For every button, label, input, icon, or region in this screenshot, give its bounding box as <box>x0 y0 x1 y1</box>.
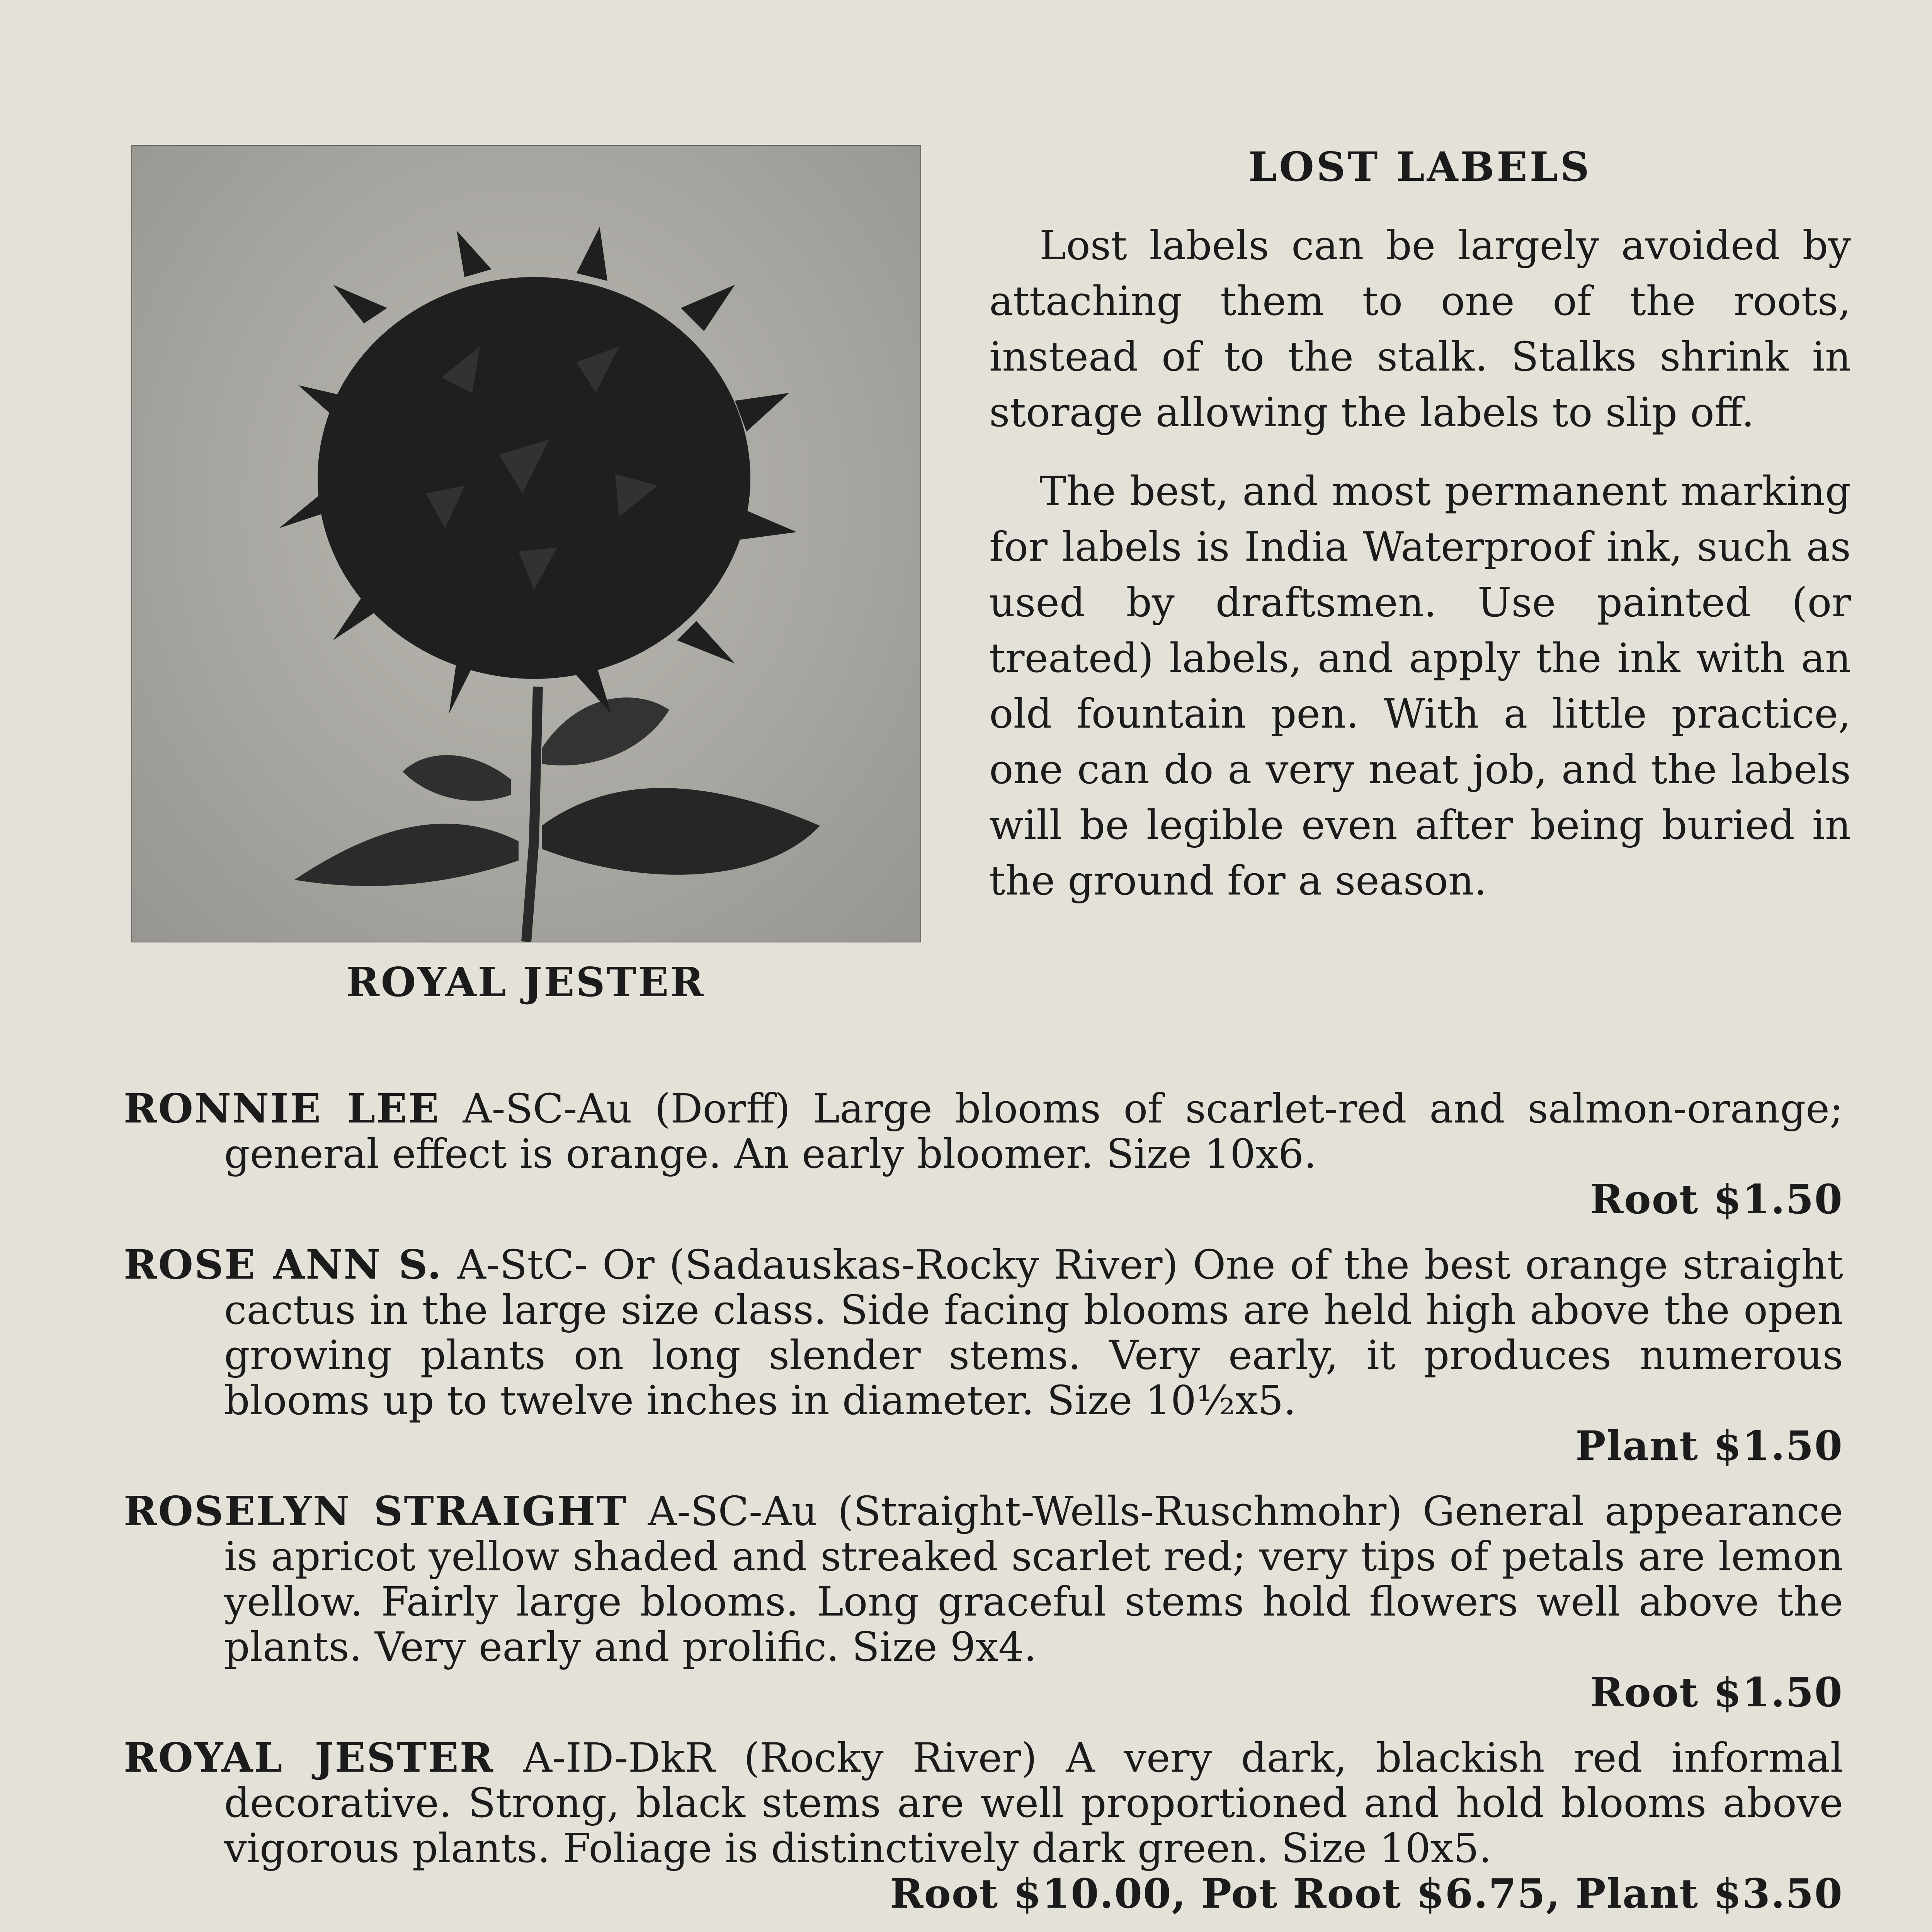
variety-entry <box>124 1735 1843 1916</box>
variety-description: A-StC- Or (Sadauskas-Rocky River) One of the best orange straight cactus in the large size class. Side facing blooms are held high above the open growing plants on long slender stems. Very early, it produces numerous blooms up to twelve inches in diameter. Size 10½x5. <box>224 1241 1844 1424</box>
flower-photo <box>131 145 921 942</box>
variety-description: A-SC-Au (Straight-Wells-Ruschmohr) General appearance is apricot yellow shaded and streaked scarlet red; very tips of petals are lemon yellow. Fairly large blooms. Long graceful stems hold flowers well above the plants. Very early and prolific. Size 9x4. <box>224 1488 1843 1670</box>
photo-caption: ROYAL JESTER <box>346 958 705 1006</box>
variety-price: Root $10.00, Pot Root $6.75, Plant $3.50 <box>890 1870 1843 1917</box>
variety-description: A-ID-DkR (Rocky River) A very dark, blackish red informal decorative. Strong, black stems are well proportioned and hold blooms above vigorous plants. Foliage is distinctively dark green. Size 10x5. <box>224 1734 1844 1872</box>
variety-name: ROSE ANN S. <box>124 1241 442 1288</box>
variety-entry <box>124 1086 1843 1222</box>
sidebar-paragraph: Lost labels can be largely avoided by attaching them to one of the roots, instead of to the stalk. Stalks shrink in storage allowing the labels to slip off. <box>989 222 1851 436</box>
sidebar-paragraph: The best, and most permanent marking for labels is India Waterproof ink, such as used by draftsmen. Use painted (or treated) labels, and apply the ink with an old fountain pen. With a little practice, one can do a very neat job, and the labels will be legible even after being buried in the ground for a season. <box>989 468 1851 904</box>
variety-description: A-SC-Au (Dorff) Large blooms of scarlet-red and salmon-orange; general effect is orange. An early bloomer. Size 10x6. <box>224 1085 1844 1177</box>
variety-entry <box>124 1488 1843 1715</box>
variety-price: Root $1.50 <box>1590 1668 1843 1716</box>
variety-entry <box>124 1242 1843 1468</box>
variety-list <box>124 1086 1843 1932</box>
variety-name: ROYAL JESTER <box>124 1734 495 1781</box>
lost-labels-sidebar <box>989 143 1851 932</box>
variety-name: RONNIE LEE <box>124 1085 440 1132</box>
variety-price: Plant $1.50 <box>1575 1422 1843 1469</box>
dahlia-illustration <box>132 146 920 942</box>
variety-price: Root $1.50 <box>1590 1175 1843 1223</box>
sidebar-heading: LOST LABELS <box>1248 143 1592 190</box>
variety-name: ROSELYN STRAIGHT <box>124 1487 628 1535</box>
